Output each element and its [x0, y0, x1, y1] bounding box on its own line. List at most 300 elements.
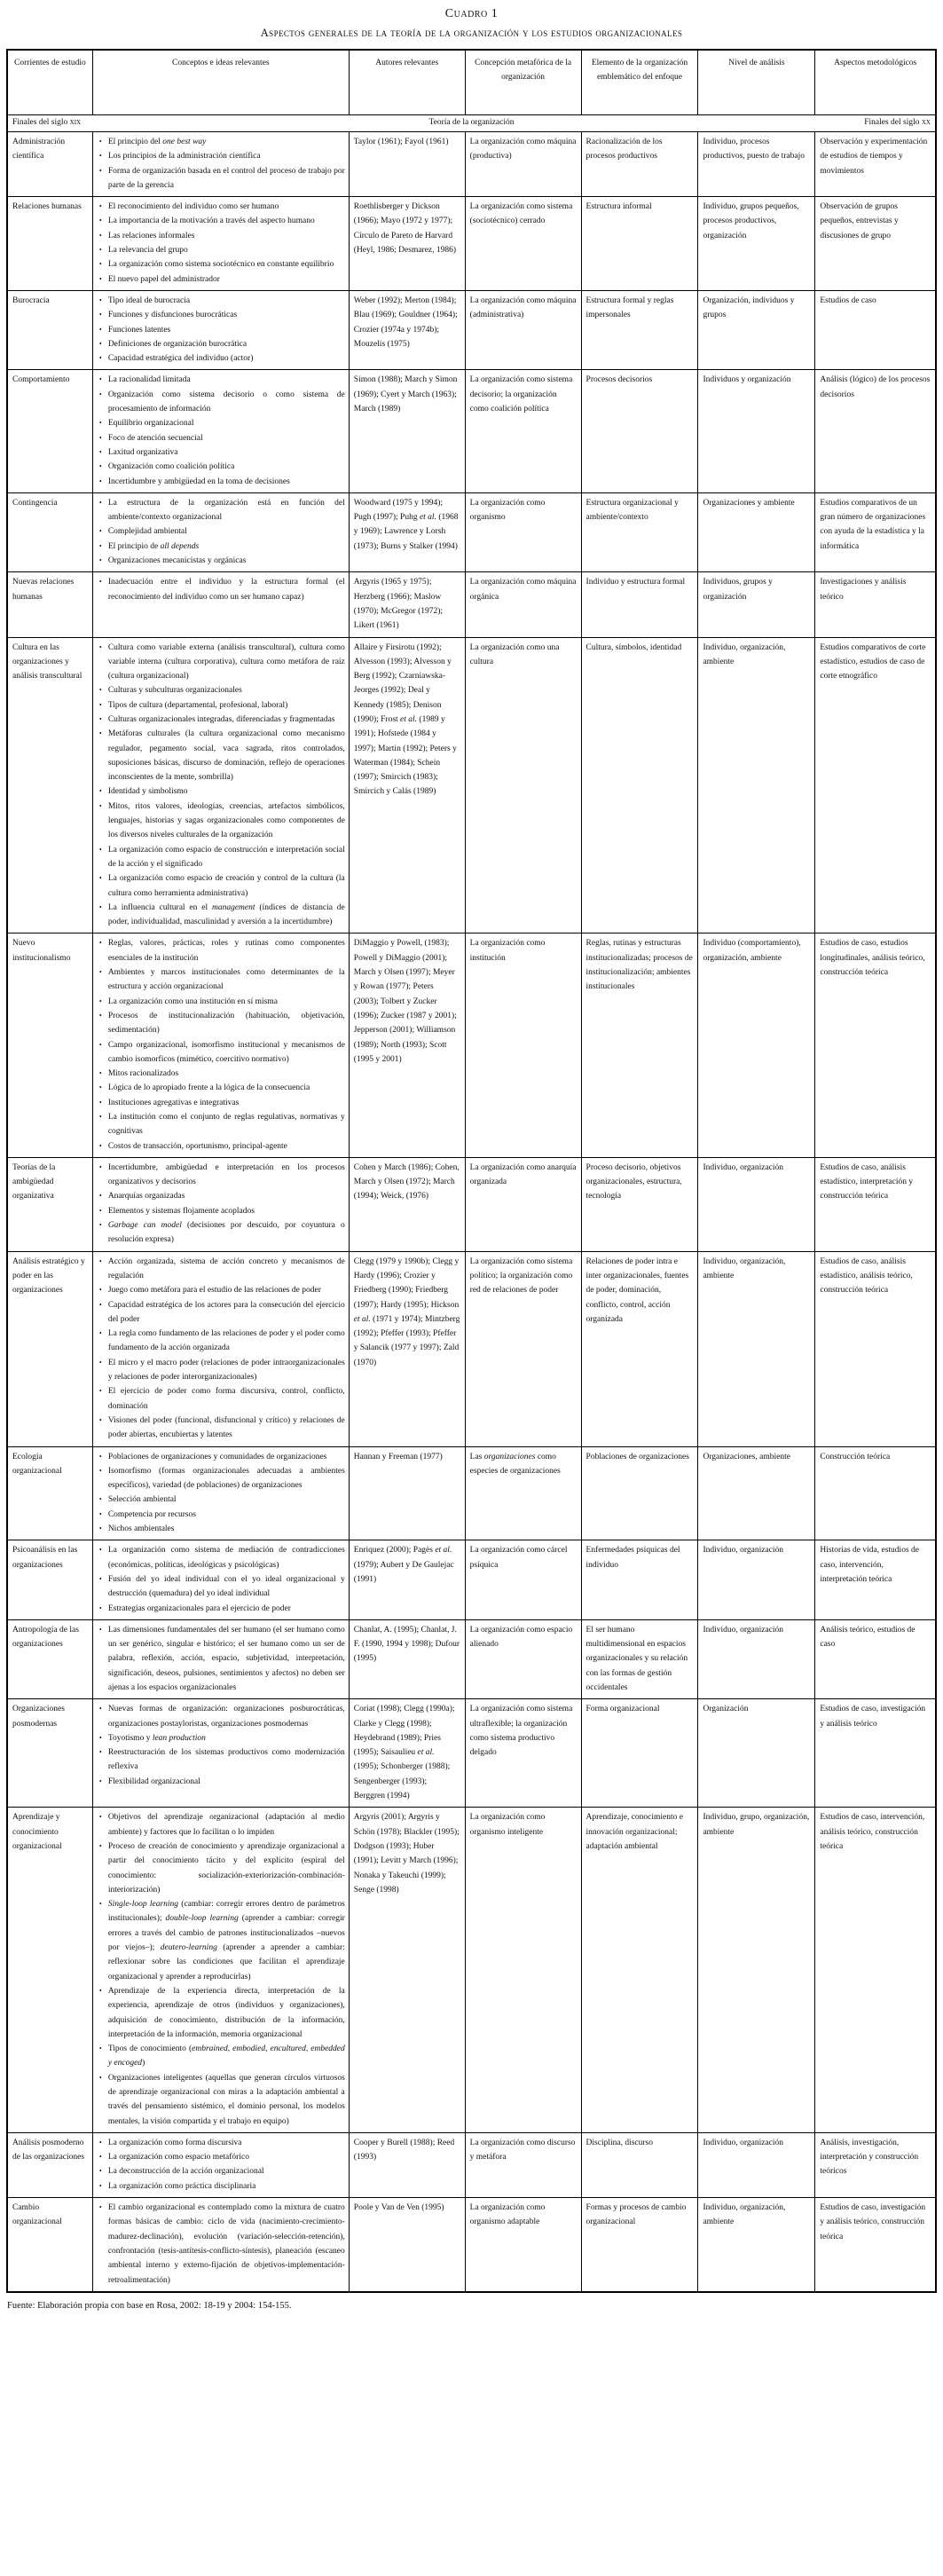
concept-bullet: • La organización como práctica disciplinaria — [98, 2179, 345, 2194]
table-row — [7, 370, 936, 492]
cell-conceptos — [92, 1808, 349, 2133]
cell-autores: Woodward (1975 y 1994); Pugh (1997); Puhg et al. (1968 y 1969); Lawrence y Lorsh (1973); Burns y Stalker (1994) — [349, 492, 465, 571]
cell-concepcion: La organización como sistema ultraflexible; la organización como sistema productivo delgado — [465, 1699, 581, 1808]
bullet-icon: • — [98, 1452, 102, 1461]
bullet-icon: • — [98, 1256, 102, 1265]
cell-concepcion: La organización como sistema decisorio; la organización como coalición política — [465, 370, 581, 492]
column-header-aspectos: Aspectos metodológicos — [815, 50, 936, 115]
concept-bullet: • Acción organizada, sistema de acción concreto y mecanismos de regulación — [98, 1255, 345, 1284]
organization-theory-table — [6, 49, 937, 2293]
bullet-icon: • — [98, 845, 102, 854]
table-row — [7, 1808, 936, 2133]
table-row — [7, 2132, 936, 2197]
cell-autores: Simon (1988); March y Simon (1969); Cyert y March (1963); March (1989) — [349, 370, 465, 492]
cell-elemento: Enfermedades psíquicas del individuo — [581, 1540, 698, 1619]
column-header-nivel: Nivel de análisis — [698, 50, 815, 115]
concept-bullet: • La estructura de la organización está en función del ambiente/contexto organizacional — [98, 496, 345, 525]
cell-nivel: Individuo, grupos pequeños, procesos productivos, organización — [698, 197, 815, 291]
concept-bullet: • La relevancia del grupo — [98, 243, 345, 257]
concept-bullet: • Organizaciones inteligentes (aquellas que generan círculos virtuosos de aprendizaje organizacional con miras a la adaptación ambiental a través del pensamiento sistémico, el dominio personal, los modelos mentales, la visión compartida y el trabajo en equipo) — [98, 2071, 345, 2129]
concept-bullet: • El cambio organizacional es contemplado como la mixtura de cuatro formas básicas de cambio: ciclo de vida (nacimiento-crecimiento-madurez-declinación), evolución (variación-selección-retención), confrontación (tesis-antítesis-conflicto-síntesis), planeación (escaneo ambiental interno y externo-fijación de objetivos-implementación-retroalimentación) — [98, 2201, 345, 2288]
cell-autores: Argyris (2001); Argyris y Schön (1978); Blackler (1995); Dodgson (1993); Huber (1991); Levitt y March (1996); Nonaka y Takeuchi (1999); Senge (1998) — [349, 1808, 465, 2133]
bullet-icon: • — [98, 1387, 102, 1396]
concept-bullet: • Elementos y sistemas flojamente acoplados — [98, 1204, 345, 1218]
bullet-icon: • — [98, 477, 102, 485]
cell-corriente: Burocracia — [7, 290, 92, 369]
concept-bullet: • La organización como forma discursiva — [98, 2136, 345, 2150]
concept-bullet: • Inadecuación entre el individuo y la estructura formal (el reconocimiento del individuo como un ser humano capaz) — [98, 575, 345, 604]
concept-bullet: • Single-loop learning (cambiar: corregir errores dentro de parámetros institucionales); double-loop learning (aprender a cambiar: corregir errores a través del cambio de patrones institucionalizados –nuevos por viejos–); deutero-learning (aprender a aprender a cambiar: reflexionar sobre las condiciones que facilitan el aprendizaje organizacional y aprender a reproducirlas) — [98, 1897, 345, 1984]
concept-bullet: • La organización como espacio de creación y control de la cultura (la cultura como herramienta administrativa) — [98, 871, 345, 901]
bullet-icon: • — [98, 375, 102, 384]
bullet-icon: • — [98, 1192, 102, 1201]
bullet-icon: • — [98, 1574, 102, 1583]
bullet-icon: • — [98, 419, 102, 428]
cell-aspectos: Estudios comparativos de corte estadístico, estudios de caso de corte etnográfico — [815, 637, 936, 934]
concept-bullet: • Fusión del yo ideal individual con el yo ideal organizacional y destrucción (quemadura) del yo ideal individual — [98, 1572, 345, 1602]
concept-bullet: • El principio del one best way — [98, 135, 345, 149]
bullet-icon: • — [98, 1358, 102, 1367]
cell-autores: Taylor (1961); Fayol (1961) — [349, 132, 465, 197]
bullet-icon: • — [98, 2167, 102, 2176]
cell-aspectos: Estudios de caso, análisis estadístico, interpretación y construcción teórica — [815, 1157, 936, 1251]
cell-aspectos: Estudios de caso, investigación y análisis teórico, construcción teórica — [815, 2198, 936, 2292]
column-header-corrientes: Corrientes de estudio — [7, 50, 92, 115]
concept-bullet: • Incertidumbre, ambigüedad e interpretación en los procesos organizativos y decisorios — [98, 1161, 345, 1190]
cell-elemento: Disciplina, discurso — [581, 2132, 698, 2197]
cell-concepcion: La organización como máquina orgánica — [465, 572, 581, 637]
bullet-icon: • — [98, 1900, 102, 1909]
concept-bullet: • Tipos de cultura (departamental, profesional, laboral) — [98, 698, 345, 713]
bullet-icon: • — [98, 354, 102, 363]
cell-aspectos: Estudios comparativos de un gran número de organizaciones con ayuda de la estadística y la informática — [815, 492, 936, 571]
bullet-icon: • — [98, 556, 102, 565]
bullet-icon: • — [98, 1069, 102, 1078]
bullet-icon: • — [98, 700, 102, 709]
table-row — [7, 132, 936, 197]
era-start-label: Finales del siglo xix — [12, 118, 82, 127]
concept-bullet: • Complejidad ambiental — [98, 524, 345, 539]
table-row — [7, 1157, 936, 1251]
cell-nivel: Organizaciones, ambiente — [698, 1446, 815, 1540]
bullet-icon: • — [98, 787, 102, 796]
bullet-icon: • — [98, 1415, 102, 1424]
concept-bullet: • El ejercicio de poder como forma discursiva, control, conflicto, dominación — [98, 1384, 345, 1414]
cell-elemento: Cultura, símbolos, identidad — [581, 637, 698, 934]
bullet-icon: • — [98, 1705, 102, 1713]
bullet-icon: • — [98, 729, 102, 738]
concept-bullet: • Culturas y subculturas organizacionales — [98, 683, 345, 697]
cell-aspectos: Observación de grupos pequeños, entrevistas y discusiones de grupo — [815, 197, 936, 291]
cell-concepcion: La organización como máquina (productiva) — [465, 132, 581, 197]
bullet-icon: • — [98, 1221, 102, 1230]
cell-autores: Poole y Van de Ven (1995) — [349, 2198, 465, 2292]
table-row — [7, 1699, 936, 1808]
cell-concepcion: La organización como discurso y metáfora — [465, 2132, 581, 2197]
bullet-icon: • — [98, 1603, 102, 1612]
cell-concepcion: La organización como espacio alienado — [465, 1619, 581, 1698]
cell-conceptos — [92, 1446, 349, 1540]
header-row — [7, 50, 936, 115]
concept-bullet: • Reestructuración de los sistemas productivos como modernización reflexiva — [98, 1745, 345, 1775]
table-kicker: Cuadro 1 — [444, 7, 499, 20]
bullet-icon: • — [98, 578, 102, 587]
cell-conceptos — [92, 2198, 349, 2292]
cell-elemento: Relaciones de poder intra e inter organizacionales, fuentes de poder, dominación, conflicto, control, acción organizada — [581, 1251, 698, 1446]
cell-corriente: Relaciones humanas — [7, 197, 92, 291]
table-row — [7, 492, 936, 571]
concept-bullet: • Flexibilidad organizacional — [98, 1775, 345, 1789]
concept-bullet: • Garbage can model (decisiones por descuido, por coyuntura o resolución expresa) — [98, 1218, 345, 1248]
table-row — [7, 1540, 936, 1619]
concept-bullet: • Poblaciones de organizaciones y comunidades de organizaciones — [98, 1450, 345, 1464]
concept-bullet: • Las dimensiones fundamentales del ser humano (el ser humano como un ser genérico, singular e histórico; el ser humano como un ser de palabra, reflexión, acción, espacio, subjetividad, interpretación, significación, deseos, pulsiones, sentimientos y afectos) no deben ser ajenas a los espacios organizacionales — [98, 1623, 345, 1695]
concept-bullet: • El reconocimiento del individuo como ser humano — [98, 200, 345, 214]
cell-conceptos — [92, 1251, 349, 1446]
concept-bullet: • Nuevas formas de organización: organizaciones posburocráticas, organizaciones postayloristas, organizaciones posmodernas — [98, 1702, 345, 1731]
cell-aspectos: Estudios de caso, investigación y análisis teórico — [815, 1699, 936, 1808]
cell-aspectos: Estudios de caso, estudios longitudinales, análisis teórico, construcción teórica — [815, 934, 936, 1157]
cell-nivel: Individuo, organización — [698, 1540, 815, 1619]
bullet-icon: • — [98, 1495, 102, 1504]
cell-nivel: Organización — [698, 1699, 815, 1808]
cell-autores: Argyris (1965 y 1975); Herzberg (1966); Maslow (1970); McGregor (1972); Likert (1961) — [349, 572, 465, 637]
cell-nivel: Individuo, organización — [698, 2132, 815, 2197]
bullet-icon: • — [98, 902, 102, 911]
cell-conceptos — [92, 1540, 349, 1619]
cell-corriente: Aprendizaje y conocimiento organizacional — [7, 1808, 92, 2133]
cell-concepcion: La organización como cárcel psíquica — [465, 1540, 581, 1619]
bullet-icon: • — [98, 1546, 102, 1555]
concept-bullet: • Capacidad estratégica de los actores para la consecución del ejercicio del poder — [98, 1298, 345, 1327]
concept-bullet: • Equilibrio organizacional — [98, 416, 345, 430]
cell-aspectos: Análisis teórico, estudios de caso — [815, 1619, 936, 1698]
bullet-icon: • — [98, 1083, 102, 1092]
concept-bullet: • La institución como el conjunto de reglas regulativas, normativas y cognitivas — [98, 1110, 345, 1139]
cell-nivel: Organizaciones y ambiente — [698, 492, 815, 571]
title-block — [6, 7, 937, 40]
cell-autores: Enriquez (2000); Pagès et al. (1979); Aubert y De Gaulejac (1991) — [349, 1540, 465, 1619]
concept-bullet: • La importancia de la motivación a través del aspecto humano — [98, 214, 345, 228]
concept-bullet: • Nichos ambientales — [98, 1522, 345, 1536]
concept-bullet: • La organización como sistema de mediación de contradicciones (económicas, políticas, ideológicas y psicológicas) — [98, 1543, 345, 1572]
bullet-icon: • — [98, 1733, 102, 1742]
bullet-icon: • — [98, 1776, 102, 1785]
bullet-icon: • — [98, 390, 102, 398]
bullet-icon: • — [98, 2044, 102, 2053]
cell-conceptos — [92, 934, 349, 1157]
bullet-icon: • — [98, 2203, 102, 2212]
cell-concepcion: Las organizaciones como especies de organizaciones — [465, 1446, 581, 1540]
concept-bullet: • Isomorfismo (formas organizacionales adecuadas a ambientes específicos), variedad (de poblaciones) de organizaciones — [98, 1464, 345, 1493]
bullet-icon: • — [98, 325, 102, 334]
bullet-icon: • — [98, 202, 102, 211]
concept-bullet: • Organizaciones mecanicistas y orgánicas — [98, 554, 345, 568]
table-row — [7, 1251, 936, 1446]
concept-bullet: • La influencia cultural en el management (índices de distancia de poder, individualidad, masculinidad y aversión a la incertidumbre) — [98, 901, 345, 930]
bullet-icon: • — [98, 1524, 102, 1533]
bullet-icon: • — [98, 152, 102, 161]
concept-bullet: • Lógica de lo apropiado frente a la lógica de la consecuencia — [98, 1081, 345, 1095]
era-end-label: Finales del siglo xx — [864, 118, 931, 127]
cell-corriente: Nuevas relaciones humanas — [7, 572, 92, 637]
concept-bullet: • Selección ambiental — [98, 1493, 345, 1507]
bullet-icon: • — [98, 1841, 102, 1850]
cell-aspectos: Historias de vida, estudios de caso, intervención, interpretación teórica — [815, 1540, 936, 1619]
concept-bullet: • Los principios de la administración científica — [98, 149, 345, 163]
bullet-icon: • — [98, 1625, 102, 1634]
bullet-icon: • — [98, 527, 102, 536]
bullet-icon: • — [98, 231, 102, 240]
bullet-icon: • — [98, 1509, 102, 1518]
concept-bullet: • Organización como coalición política — [98, 460, 345, 474]
concept-bullet: • La racionalidad limitada — [98, 373, 345, 387]
concept-bullet: • Forma de organización basada en el control del proceso de trabajo por parte de la gerencia — [98, 164, 345, 193]
cell-concepcion: La organización como sistema (sociotécnico) cerrado — [465, 197, 581, 291]
concept-bullet: • Cultura como variable externa (análisis transcultural), cultura como variable interna (cultura corporativa), cultura como metáfora de raíz (cultura organizacional) — [98, 641, 345, 684]
cell-corriente: Contingencia — [7, 492, 92, 571]
bullet-icon: • — [98, 1113, 102, 1121]
concept-bullet: • Visiones del poder (funcional, disfuncional y crítico) y relaciones de poder abiertas, encubiertas y latentes — [98, 1414, 345, 1443]
cell-nivel: Individuo, grupo, organización, ambiente — [698, 1808, 815, 2133]
column-header-conceptos: Conceptos e ideas relevantes — [92, 50, 349, 115]
concept-bullet: • Capacidad estratégica del individuo (actor) — [98, 351, 345, 366]
bullet-icon: • — [98, 433, 102, 442]
cell-aspectos: Investigaciones y análisis teórico — [815, 572, 936, 637]
concept-bullet: • La regla como fundamento de las relaciones de poder y el poder como fundamento de la acción organizada — [98, 1327, 345, 1356]
concept-bullet: • Campo organizacional, isomorfismo institucional y mecanismos de cambio isomorficos (mimético, coercitivo normativo) — [98, 1038, 345, 1067]
bullet-icon: • — [98, 246, 102, 255]
column-header-autores: Autores relevantes — [349, 50, 465, 115]
cell-elemento: Poblaciones de organizaciones — [581, 1446, 698, 1540]
bullet-icon: • — [98, 1011, 102, 1020]
cell-corriente: Psicoanálisis en las organizaciones — [7, 1540, 92, 1619]
bullet-icon: • — [98, 1162, 102, 1171]
table-row — [7, 1446, 936, 1540]
bullet-icon: • — [98, 939, 102, 948]
table-heading: Aspectos generales de la teoría de la organización y los estudios organizacionales — [260, 27, 683, 39]
cell-concepcion: La organización como anarquía organizada — [465, 1157, 581, 1251]
cell-nivel: Organización, individuos y grupos — [698, 290, 815, 369]
bullet-icon: • — [98, 2181, 102, 2190]
bullet-icon: • — [98, 138, 102, 146]
concept-bullet: • Definiciones de organización burocrática — [98, 337, 345, 351]
cell-conceptos — [92, 637, 349, 934]
cell-conceptos — [92, 1699, 349, 1808]
cell-concepcion: La organización como organismo adaptable — [465, 2198, 581, 2292]
bullet-icon: • — [98, 1040, 102, 1049]
concept-bullet: • Identidad y simbolismo — [98, 784, 345, 799]
era-center-label: Teoría de la organización — [428, 118, 515, 127]
cell-nivel: Individuo, organización, ambiente — [698, 1251, 815, 1446]
bullet-icon: • — [98, 1748, 102, 1757]
bullet-icon: • — [98, 968, 102, 977]
cell-elemento: Estructura organizacional y ambiente/contexto — [581, 492, 698, 571]
cell-aspectos: Observación y experimentación de estudios de tiempos y movimientos — [815, 132, 936, 197]
cell-elemento: Procesos decisorios — [581, 370, 698, 492]
cell-corriente: Cambio organizacional — [7, 2198, 92, 2292]
concept-bullet: • Tipo ideal de burocracia — [98, 294, 345, 308]
cell-conceptos — [92, 290, 349, 369]
cell-corriente: Cultura en las organizaciones y análisis transcultural — [7, 637, 92, 934]
concept-bullet: • Instituciones agregativas e integrativas — [98, 1096, 345, 1110]
concept-bullet: • La organización como una institución en sí misma — [98, 995, 345, 1009]
cell-autores: DiMaggio y Powell, (1983); Powell y DiMaggio (2001); March y Olsen (1997); Meyer y Rowan (1977); Peters (2003); Tolbert y Zucker (1996); Zucker (1987 y 2001); Jepperson (2001); Williamson (1989); North (1993); Scott (1995 y 2001) — [349, 934, 465, 1157]
concept-bullet: • Mitos racionalizados — [98, 1067, 345, 1081]
cell-conceptos — [92, 370, 349, 492]
bullet-icon: • — [98, 295, 102, 304]
cell-elemento: El ser humano multidimensional en espacios organizacionales y su relación con las formas de gestión occidentales — [581, 1619, 698, 1698]
bullet-icon: • — [98, 1206, 102, 1215]
concept-bullet: • Laxitud organizativa — [98, 445, 345, 460]
concept-bullet: • Organización como sistema decisorio o como sistema de procesamiento de información — [98, 388, 345, 417]
concept-bullet: • La organización como espacio metafórico — [98, 2150, 345, 2164]
concept-bullet: • Costos de transacción, oportunismo, principal-agente — [98, 1139, 345, 1154]
cell-elemento: Estructura formal y reglas impersonales — [581, 290, 698, 369]
cell-corriente: Análisis posmoderno de las organizaciones — [7, 2132, 92, 2197]
concept-bullet: • La deconstrucción de la acción organizacional — [98, 2164, 345, 2178]
cell-corriente: Teorías de la ambigüedad organizativa — [7, 1157, 92, 1251]
concept-bullet: • Juego como metáfora para el estudio de las relaciones de poder — [98, 1283, 345, 1297]
cell-nivel: Individuos y organización — [698, 370, 815, 492]
era-row — [7, 115, 936, 132]
cell-elemento: Forma organizacional — [581, 1699, 698, 1808]
concept-bullet: • Funciones latentes — [98, 323, 345, 337]
cell-corriente: Ecología organizacional — [7, 1446, 92, 1540]
cell-autores: Clegg (1979 y 1990b); Clegg y Hardy (1996); Crozier y Friedberg (1990); Friedberg (1997); Hardy (1995); Hickson et al. (1971 y 1974); Mintzberg (1992); Pfeffer (1993); Pfeffer y Salancik (1977 y 1997); Zald (1970) — [349, 1251, 465, 1446]
cell-conceptos — [92, 1157, 349, 1251]
cell-elemento: Reglas, rutinas y estructuras institucionalizadas; procesos de institucionalización; ambientes institucionales — [581, 934, 698, 1157]
bullet-icon: • — [98, 2153, 102, 2162]
concept-bullet: • Ambientes y marcos institucionales como determinantes de la estructura y acción organizacional — [98, 965, 345, 995]
column-header-elemento: Elemento de la organización emblemático del enfoque — [581, 50, 698, 115]
bullet-icon: • — [98, 1329, 102, 1338]
cell-corriente: Organizaciones posmodernas — [7, 1699, 92, 1808]
cell-conceptos — [92, 132, 349, 197]
bullet-icon: • — [98, 1141, 102, 1150]
bullet-icon: • — [98, 311, 102, 319]
cell-nivel: Individuo, organización — [698, 1157, 815, 1251]
cell-autores: Weber (1992); Merton (1984); Blau (1969); Gouldner (1964); Crozier (1974a y 1974b); Mouzelis (1975) — [349, 290, 465, 369]
cell-corriente: Administración científica — [7, 132, 92, 197]
concept-bullet: • El principio de all depends — [98, 540, 345, 554]
column-header-concepcion: Concepción metafórica de la organización — [465, 50, 581, 115]
concept-bullet: • El micro y el macro poder (relaciones de poder intraorganizacionales y relaciones de poder interorganizacionales) — [98, 1356, 345, 1385]
cell-autores: Hannan y Freeman (1977) — [349, 1446, 465, 1540]
bullet-icon: • — [98, 260, 102, 269]
concept-bullet: • Mitos, ritos valores, ideologías, creencias, artefactos simbólicos, lenguajes, historias y sagas organizacionales como componentes de los diversos niveles culturales de la organización — [98, 800, 345, 843]
concept-bullet: • Incertidumbre y ambigüedad en la toma de decisiones — [98, 475, 345, 489]
cell-corriente: Comportamiento — [7, 370, 92, 492]
concept-bullet: • Competencia por recursos — [98, 1508, 345, 1522]
bullet-icon: • — [98, 498, 102, 507]
cell-corriente: Nuevo institucionalismo — [7, 934, 92, 1157]
cell-nivel: Individuo, organización — [698, 1619, 815, 1698]
cell-nivel: Individuo, procesos productivos, puesto de trabajo — [698, 132, 815, 197]
concept-bullet: • Estrategias organizacionales para el ejercicio de poder — [98, 1602, 345, 1616]
cell-aspectos: Estudios de caso — [815, 290, 936, 369]
table-row — [7, 1619, 936, 1698]
concept-bullet: • Objetivos del aprendizaje organizacional (adaptación al medio ambiente) y factores que lo facilitan o lo impiden — [98, 1810, 345, 1839]
bullet-icon: • — [98, 1098, 102, 1107]
concept-bullet: • La organización como sistema sociotécnico en constante equilibrio — [98, 257, 345, 272]
concept-bullet: • Anarquías organizadas — [98, 1189, 345, 1203]
bullet-icon: • — [98, 541, 102, 550]
source-note: Fuente: Elaboración propia con base en Rosa, 2002: 18-19 y 2004: 154-155. — [7, 2300, 292, 2311]
cell-elemento: Formas y procesos de cambio organizacional — [581, 2198, 698, 2292]
cell-concepcion: La organización como institución — [465, 934, 581, 1157]
bullet-icon: • — [98, 1813, 102, 1822]
era-cell — [7, 115, 936, 132]
bullet-icon: • — [98, 1286, 102, 1295]
cell-autores: Coriat (1998); Clegg (1990a); Clarke y Clegg (1998); Heydebrand (1989); Pries (1995); Saisaulieu et al. (1995); Schonberger (1988); Sengenberger (1993); Berggren (1994) — [349, 1699, 465, 1808]
concept-bullet: • La organización como espacio de construcción e interpretación social de la acción y el significado — [98, 843, 345, 872]
bullet-icon: • — [98, 447, 102, 456]
concept-bullet: • Toyotismo y lean production — [98, 1731, 345, 1745]
cell-nivel: Individuo, organización, ambiente — [698, 2198, 815, 2292]
concept-bullet: • Procesos de institucionalización (habituación, objetivación, sedimentación) — [98, 1009, 345, 1038]
bullet-icon: • — [98, 2138, 102, 2147]
bullet-icon: • — [98, 801, 102, 810]
cell-concepcion: La organización como una cultura — [465, 637, 581, 934]
cell-autores: Cooper y Burell (1988); Reed (1993) — [349, 2132, 465, 2197]
concept-bullet: • Funciones y disfunciones burocráticas — [98, 308, 345, 322]
cell-corriente: Análisis estratégico y poder en las organizaciones — [7, 1251, 92, 1446]
cell-autores: Chanlat, A. (1995); Chanlat, J. F. (1990, 1994 y 1998); Dufour (1995) — [349, 1619, 465, 1698]
table-row — [7, 572, 936, 637]
cell-elemento: Racionalización de los procesos productivos — [581, 132, 698, 197]
cell-conceptos — [92, 2132, 349, 2197]
cell-concepcion: La organización como organismo — [465, 492, 581, 571]
table-row — [7, 637, 936, 934]
concept-bullet: • El nuevo papel del administrador — [98, 272, 345, 287]
cell-elemento: Estructura informal — [581, 197, 698, 291]
cell-aspectos: Construcción teórica — [815, 1446, 936, 1540]
cell-aspectos: Estudios de caso, análisis estadístico, análisis teórico, construcción teórica — [815, 1251, 936, 1446]
concept-bullet: • Tipos de conocimiento (embrained, embodied, encultured, embedded y encoged) — [98, 2042, 345, 2071]
bullet-icon: • — [98, 1466, 102, 1475]
cell-autores: Roethlisberger y Dickson (1966); Mayo (1972 y 1977); Círculo de Pareto de Harvard (Heyl, 1986; Desmarez, 1986) — [349, 197, 465, 291]
table-row — [7, 197, 936, 291]
cell-elemento: Proceso decisorio, objetivos organizacionales, estructura, tecnología — [581, 1157, 698, 1251]
cell-aspectos: Análisis, investigación, interpretación y construcción teóricos — [815, 2132, 936, 2197]
table-row — [7, 934, 936, 1157]
cell-conceptos — [92, 1619, 349, 1698]
table-row — [7, 2198, 936, 2292]
bullet-icon: • — [98, 274, 102, 283]
cell-nivel: Individuos, grupos y organización — [698, 572, 815, 637]
bullet-icon: • — [98, 462, 102, 471]
concept-bullet: • Culturas organizacionales integradas, diferenciadas y fragmentadas — [98, 713, 345, 727]
cell-conceptos — [92, 492, 349, 571]
cell-autores: Allaire y Firsirotu (1992); Alvesson (1993); Alvesson y Berg (1992); Czarniawska-Jeorges (1992); Deal y Kennedy (1985); Denison (1990); Frost et al. (1989 y 1991); Hofstede (1984 y 1997); Martin (1992); Peters y Waterman (1984); Schein (1997); Smircich (1983); Smircich y Calás (1989) — [349, 637, 465, 934]
cell-autores: Cohen y March (1986); Cohen, March y Olsen (1972); March (1994); Weick, (1976) — [349, 1157, 465, 1251]
concept-bullet: • Las relaciones informales — [98, 229, 345, 243]
cell-concepcion: La organización como sistema político; la organización como red de relaciones de poder — [465, 1251, 581, 1446]
bullet-icon: • — [98, 2073, 102, 2082]
cell-conceptos — [92, 197, 349, 291]
cell-elemento: Individuo y estructura formal — [581, 572, 698, 637]
cell-elemento: Aprendizaje, conocimiento e innovación organizacional; adaptación ambiental — [581, 1808, 698, 2133]
bullet-icon: • — [98, 874, 102, 883]
cell-concepcion: La organización como organismo inteligente — [465, 1808, 581, 2133]
cell-aspectos: Estudios de caso, intervención, análisis teórico, construcción teórica — [815, 1808, 936, 2133]
table-row — [7, 290, 936, 369]
concept-bullet: • Aprendizaje de la experiencia directa, interpretación de la experiencia, aprendizaje de otros (individuos y organizaciones), adquisición de conocimiento, distribución de la información, interpretación de la información, memoria organizacional — [98, 1984, 345, 2042]
concept-bullet: • Metáforas culturales (la cultura organizacional como mecanismo regulador, pegamento social, vaca sagrada, ritos controlados, suposiciones básicas, discurso de dominación, reflejo de operaciones inconscientes de la mente, sombrilla) — [98, 727, 345, 784]
bullet-icon: • — [98, 339, 102, 348]
cell-aspectos: Análisis (lógico) de los procesos decisorios — [815, 370, 936, 492]
